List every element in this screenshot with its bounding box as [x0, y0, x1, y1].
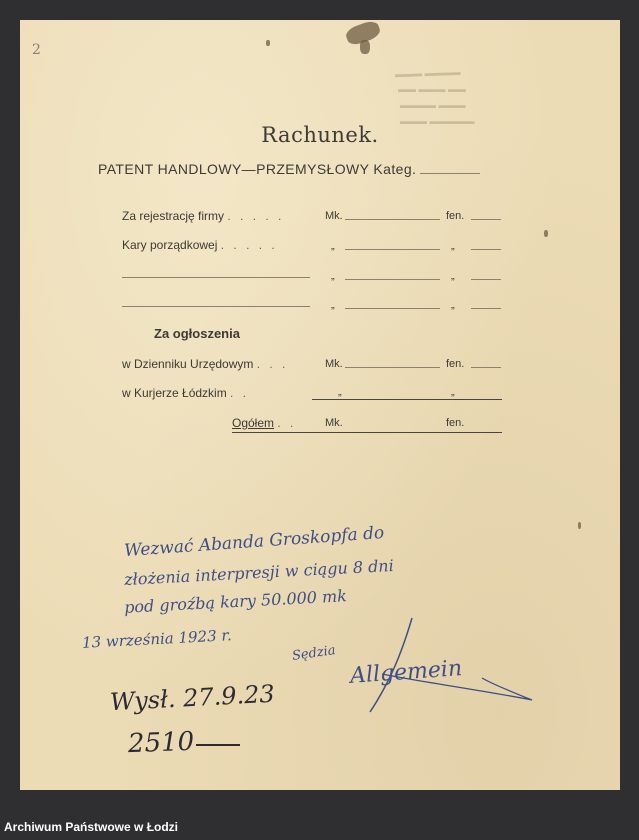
handwritten-line-3: pod groźbą kary 50.000 mk: [123, 586, 348, 617]
row-registration: [122, 209, 284, 223]
row-fines-label: Kary porządkowej: [122, 238, 218, 252]
currency-fen: fen.: [446, 417, 465, 429]
row-kurjer: [122, 386, 249, 400]
handwritten-line-1: Wezwać Abanda Groskopfa do: [123, 522, 385, 562]
subunit-line: [471, 308, 501, 309]
row-total: [232, 416, 296, 430]
total-line: [232, 432, 502, 433]
subunit-line: [471, 367, 501, 368]
row-kurjer-label: w Kurjerze Łódzkim: [122, 386, 227, 400]
category-blank-line: [420, 173, 480, 174]
ditto-mark: „: [451, 386, 455, 398]
ditto-mark: „: [451, 270, 455, 282]
currency-mk: Mk.: [325, 358, 343, 370]
document-subtitle: [98, 161, 480, 177]
currency-fen: fen.: [446, 358, 465, 370]
currency-mk: Mk.: [325, 210, 343, 222]
signature-flourish: [342, 612, 542, 722]
subunit-line: [471, 219, 501, 220]
amount-line: [345, 279, 440, 280]
amount-line: [345, 219, 440, 220]
blank-label-line: [122, 306, 310, 307]
judge-signature: Allgemein: [349, 656, 463, 689]
pencil-page-number: 2: [32, 42, 41, 58]
ink-stain: [578, 522, 581, 529]
ditto-mark: „: [451, 240, 455, 252]
sent-note: Wysł. 27.9.23: [109, 679, 276, 717]
row-dziennik-label: w Dzienniku Urzędowym: [122, 357, 254, 371]
amount-line: [345, 308, 440, 309]
blank-label-line: [122, 277, 310, 278]
reference-number: 2510: [127, 726, 195, 760]
archive-footer: Archiwum Państwowe w Łodzi: [4, 820, 179, 834]
total-label: Ogółem: [232, 416, 275, 430]
amount-line: [345, 249, 440, 250]
dot-leader: . . . . .: [220, 238, 278, 252]
currency-mk: Mk.: [325, 417, 343, 429]
number-dash: [196, 744, 240, 746]
ink-stain: [544, 230, 548, 237]
ink-stain: [360, 40, 370, 54]
dot-leader: . . . . .: [227, 209, 285, 223]
dot-leader: . .: [277, 416, 297, 430]
document-title: Rachunek.: [261, 123, 379, 147]
ditto-mark: „: [451, 299, 455, 311]
subunit-line: [471, 249, 501, 250]
ditto-mark: „: [338, 386, 342, 398]
dot-leader: . .: [230, 386, 250, 400]
handwritten-line-2: złożenia interpresji w ciągu 8 dni: [123, 555, 395, 590]
ads-heading: Za ogłoszenia: [154, 326, 240, 341]
ditto-mark: „: [331, 270, 335, 282]
row-fines: [122, 238, 278, 252]
row-registration-label: Za rejestrację firmy: [122, 209, 225, 223]
row-dziennik: [122, 357, 288, 371]
ditto-mark: „: [331, 299, 335, 311]
amount-line: [345, 367, 440, 368]
document-page: ▬▬▬ ▬▬▬▬ ▬▬ ▬▬▬ ▬▬ ▬▬▬▬ ▬▬▬ ▬▬▬ ▬▬▬▬▬ 2 Rachunek. PATENT HANDLOWY—PRZEMYSŁOWY Kateg. Za rejestrację firmy . . . . . Mk. fen. Kary porządkowej . . . . . „ „ „ „ „ „ Za ogłoszenia w Dzienniku Urzędowym . . . Mk. fen. w Kurjerze Łódzkim . . „ „ Ogółem . . Mk. fen. Wezwać Abanda Groskopfa do złożenia interpresji w ciągu 8 dni pod groźbą kary 50.000 mk 13 września 1923 r. Sędzia Allgemein Wysł. 27.9.23 2510: [20, 20, 620, 790]
ditto-mark: „: [331, 240, 335, 252]
dot-leader: . . .: [256, 357, 289, 371]
subtitle-text: PATENT HANDLOWY—PRZEMYSŁOWY Kateg.: [98, 161, 417, 177]
handwritten-date: 13 września 1923 r.: [81, 626, 233, 652]
subtotal-line: [312, 399, 502, 400]
signature-prefix: Sędzia: [291, 643, 337, 664]
ink-stain: [266, 40, 270, 46]
subunit-line: [471, 279, 501, 280]
currency-fen: fen.: [446, 210, 465, 222]
